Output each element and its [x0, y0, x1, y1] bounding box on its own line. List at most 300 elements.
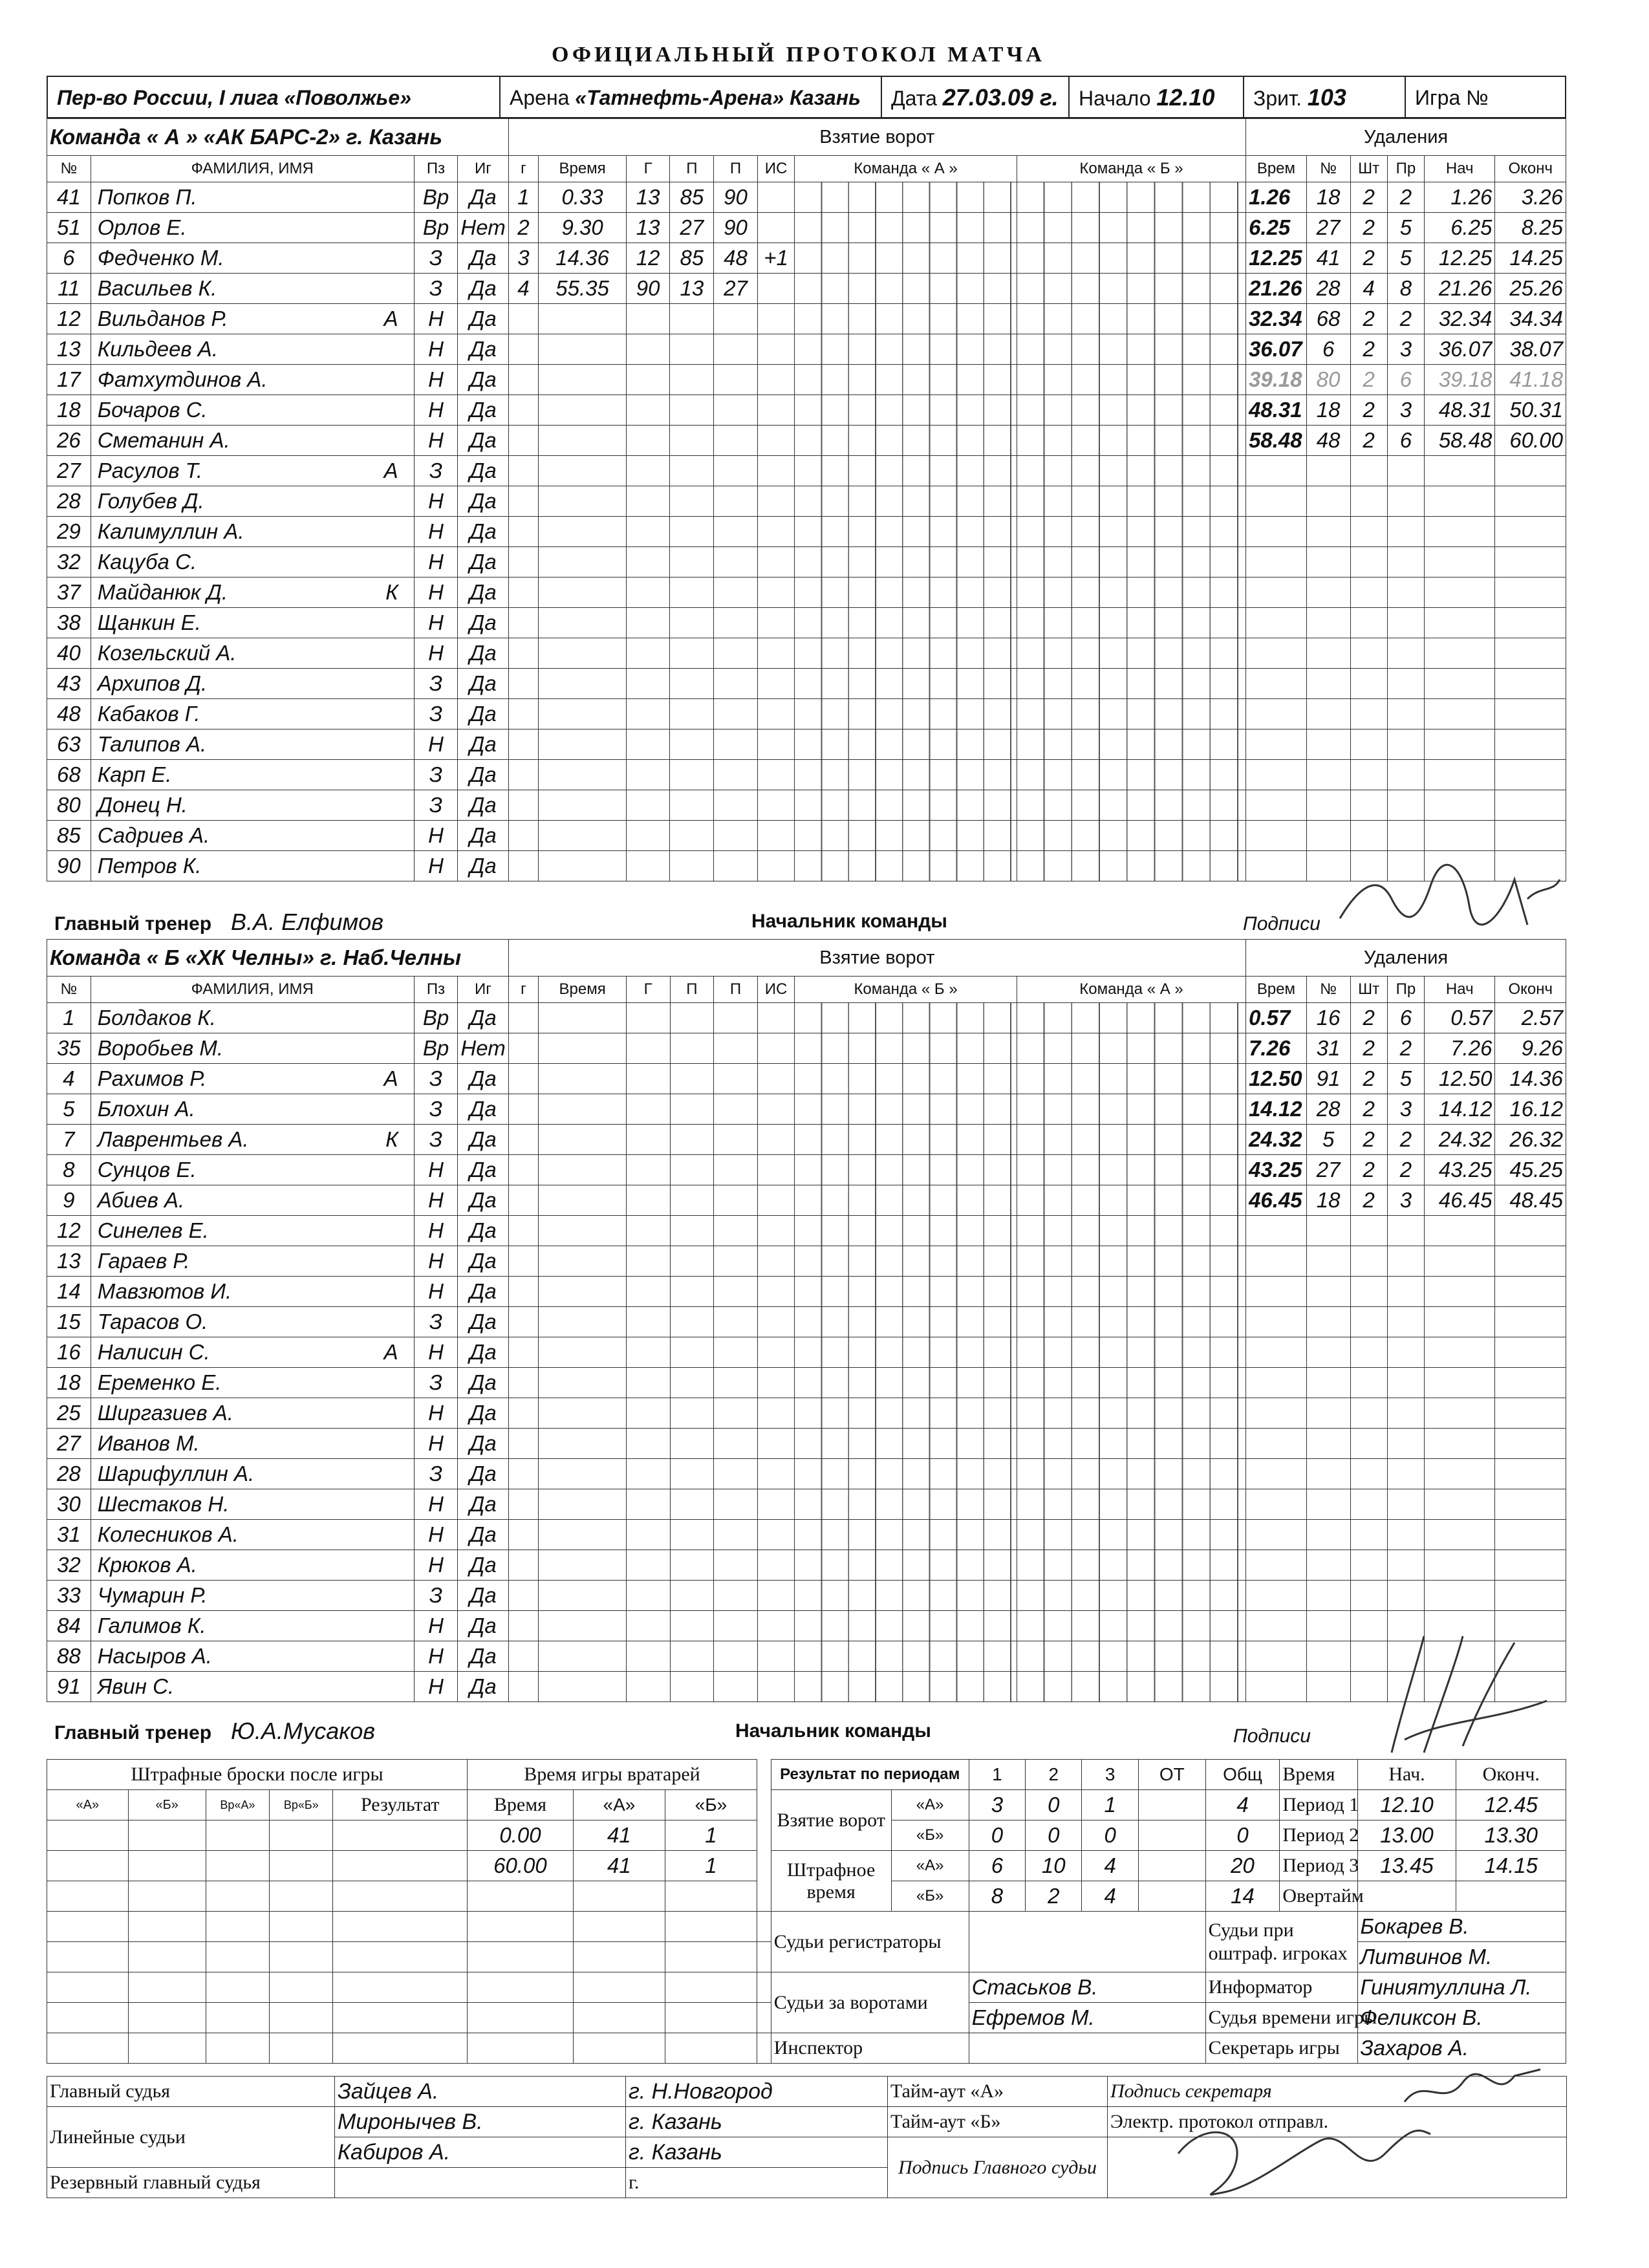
player-plays: Да — [458, 365, 508, 395]
player-row — [47, 1307, 1566, 1337]
reserve-referee-label: Резервный главный судья — [47, 2168, 335, 2198]
player-row — [47, 790, 1566, 821]
player-name: Голубев Д. — [91, 486, 414, 517]
player-number: 12 — [47, 1216, 91, 1246]
col-sub-a: Команда « Б » — [795, 977, 1017, 1003]
player-name: Синелев Е. — [91, 1216, 414, 1246]
player-number: 14 — [47, 1277, 91, 1307]
goals-a-p2: 0 — [1026, 1790, 1082, 1820]
penalty-cell: 27 — [1306, 213, 1350, 243]
period-2-end: 13.30 — [1456, 1820, 1566, 1851]
col-play: Иг — [458, 156, 508, 182]
player-name: Петров К. — [91, 851, 414, 881]
main-referee-city: г. Н.Новгород — [626, 2077, 888, 2107]
player-number: 17 — [47, 365, 91, 395]
player-row — [47, 608, 1566, 638]
start-time: Начало 12.10 — [1070, 77, 1244, 118]
penalty-cell: 18 — [1306, 395, 1350, 426]
player-row — [47, 699, 1566, 729]
player-name: Фатхутдинов А. — [91, 365, 414, 395]
player-row — [47, 1398, 1566, 1429]
player-name: Федченко М. — [91, 243, 414, 274]
spectators: Зрит. 103 — [1244, 77, 1406, 118]
player-number: 88 — [47, 1641, 91, 1672]
player-row — [47, 760, 1566, 790]
player-name: Майданюк Д. К — [91, 578, 414, 608]
player-name: Кильдеев А. — [91, 334, 414, 365]
teamA-penalties-header: Удаления — [1246, 119, 1566, 156]
player-role: А — [383, 307, 398, 330]
penalty-cell: 4 — [1350, 274, 1387, 304]
pen-b-p3: 4 — [1082, 1881, 1138, 1912]
penalty-cell: 41 — [1306, 243, 1350, 274]
penalty-time-label: Штрафное время — [771, 1851, 891, 1912]
player-plays: Да — [458, 1459, 508, 1489]
teamA-goals-header: Взятие ворот — [508, 119, 1246, 156]
penalty-cell: 3 — [1387, 334, 1424, 365]
player-row — [47, 1641, 1566, 1672]
player-plays: Да — [458, 638, 508, 669]
player-name: Воробьев М. — [91, 1033, 414, 1064]
penalty-cell: 39.18 — [1246, 365, 1307, 395]
player-name: Налисин С. А — [91, 1337, 414, 1368]
goals-a-label: «А» — [891, 1790, 969, 1820]
penalty-cell: 6 — [1306, 334, 1350, 365]
player-position: Н — [414, 304, 458, 334]
gk-row-2-a: 41 — [573, 1851, 665, 1881]
team-a-table — [47, 118, 1566, 881]
player-plays: Да — [458, 1641, 508, 1672]
player-number: 25 — [47, 1398, 91, 1429]
penalty-cell: 27 — [1306, 1155, 1350, 1185]
gk-row-2-time: 60.00 — [468, 1851, 574, 1881]
goal-cell: 48 — [714, 243, 758, 274]
electronic-protocol-label: Электр. протокол отправл. — [1108, 2107, 1567, 2137]
goals-a-ot — [1138, 1790, 1205, 1820]
penalty-cell: 12.50 — [1425, 1064, 1495, 1094]
penalty-cell: 2 — [1350, 1003, 1387, 1033]
penalty-cell: 25.26 — [1495, 274, 1566, 304]
player-number: 29 — [47, 517, 91, 547]
penalty-cell: 6 — [1387, 1003, 1424, 1033]
player-number: 5 — [47, 1094, 91, 1125]
goal-cell: 13 — [670, 274, 714, 304]
penalty-cell: 8.25 — [1495, 213, 1566, 243]
player-position: Н — [414, 1246, 458, 1277]
penalty-cell: 5 — [1387, 243, 1424, 274]
player-row — [47, 426, 1566, 456]
penalty-cell: 36.07 — [1246, 334, 1307, 365]
player-row — [47, 365, 1566, 395]
player-plays: Да — [458, 1429, 508, 1459]
player-name: Карп Е. — [91, 760, 414, 790]
player-plays: Да — [458, 578, 508, 608]
col-name: ФАМИЛИЯ, ИМЯ — [91, 156, 414, 182]
penalty-cell: 16.12 — [1495, 1094, 1566, 1125]
player-plays: Да — [458, 243, 508, 274]
player-name: Рахимов Р. А — [91, 1064, 414, 1094]
penalty-cell: 68 — [1306, 304, 1350, 334]
player-number: 43 — [47, 669, 91, 699]
penalty-cell: 36.07 — [1425, 334, 1495, 365]
player-plays: Да — [458, 274, 508, 304]
player-name: Тарасов О. — [91, 1307, 414, 1337]
player-number: 15 — [47, 1307, 91, 1337]
so-col-b: «Б» — [128, 1790, 206, 1820]
player-name: Бочаров С. — [91, 395, 414, 426]
penalty-cell: 3 — [1387, 1094, 1424, 1125]
penalty-cell: 2 — [1350, 365, 1387, 395]
period-2-col: 2 — [1026, 1760, 1082, 1790]
col-gs: Г — [626, 977, 670, 1003]
goal-judges-label: Судьи за воротами — [771, 1972, 969, 2033]
player-name: Иванов М. — [91, 1429, 414, 1459]
player-plays: Да — [458, 1550, 508, 1581]
pen-a-total: 20 — [1205, 1851, 1280, 1881]
penalty-cell: 16 — [1306, 1003, 1350, 1033]
line-referee-2-city: г. Казань — [626, 2137, 888, 2168]
player-plays: Да — [458, 517, 508, 547]
penalty-cell: 5 — [1306, 1125, 1350, 1155]
player-name: Расулов Т. А — [91, 456, 414, 486]
so-col-result: Результат — [333, 1790, 468, 1820]
player-number: 18 — [47, 1368, 91, 1398]
player-name: Колесников А. — [91, 1520, 414, 1550]
goal-cell: 90 — [714, 182, 758, 213]
player-position: З — [414, 790, 458, 821]
player-row — [47, 1581, 1566, 1611]
player-plays: Да — [458, 669, 508, 699]
player-number: 91 — [47, 1672, 91, 1702]
main-referee-signature-icon — [1165, 2115, 1437, 2212]
penalty-cell: 2 — [1350, 334, 1387, 365]
pen-a-p1: 6 — [969, 1851, 1025, 1881]
goals-a-total: 4 — [1205, 1790, 1280, 1820]
player-role: А — [383, 1340, 398, 1364]
player-plays: Да — [458, 608, 508, 638]
player-number: 33 — [47, 1581, 91, 1611]
penalty-cell: 48.31 — [1425, 395, 1495, 426]
so-col-a: «А» — [47, 1790, 129, 1820]
player-plays: Да — [458, 1125, 508, 1155]
col-num: № — [47, 156, 91, 182]
penalty-cell: 2 — [1350, 1155, 1387, 1185]
player-plays: Да — [458, 699, 508, 729]
player-number: 6 — [47, 243, 91, 274]
pen-b-label: «Б» — [891, 1881, 969, 1912]
penalty-cell: 2 — [1387, 1155, 1424, 1185]
player-name: Донец Н. — [91, 790, 414, 821]
period-3-start: 13.45 — [1357, 1851, 1456, 1881]
col-name: ФАМИЛИЯ, ИМЯ — [91, 977, 414, 1003]
player-row — [47, 638, 1566, 669]
goals-a-p3: 1 — [1082, 1790, 1138, 1820]
penalty-cell: 2 — [1350, 1064, 1387, 1094]
goal-cell: 0.33 — [539, 182, 626, 213]
player-position: З — [414, 1094, 458, 1125]
times-header: Время — [1280, 1760, 1357, 1790]
penalty-cell: 48.31 — [1246, 395, 1307, 426]
player-position: Вр — [414, 182, 458, 213]
player-row — [47, 1246, 1566, 1277]
player-name: Болдаков К. — [91, 1003, 414, 1033]
player-number: 13 — [47, 334, 91, 365]
player-name: Гараев Р. — [91, 1246, 414, 1277]
player-name: Ширгазиев А. — [91, 1398, 414, 1429]
player-row — [47, 304, 1566, 334]
player-position: Н — [414, 1611, 458, 1641]
player-plays: Да — [458, 1246, 508, 1277]
penalty-cell: 46.45 — [1425, 1185, 1495, 1216]
line-referee-2: Кабиров А. — [335, 2137, 626, 2168]
arena: Арена «Татнефть-Арена» Казань — [501, 77, 882, 118]
goals-a-p1: 3 — [969, 1790, 1025, 1820]
player-name: Кабаков Г. — [91, 699, 414, 729]
goal-cell: 12 — [626, 243, 670, 274]
team-b-table — [47, 939, 1566, 1702]
player-number: 8 — [47, 1155, 91, 1185]
penalty-cell: 58.48 — [1425, 426, 1495, 456]
player-number: 84 — [47, 1611, 91, 1641]
player-plays: Да — [458, 486, 508, 517]
player-plays: Да — [458, 1398, 508, 1429]
penalty-cell: 6.25 — [1246, 213, 1307, 243]
player-row — [47, 1337, 1566, 1368]
goal-cell: 1 — [508, 182, 539, 213]
player-plays: Да — [458, 729, 508, 760]
player-plays: Нет — [458, 1033, 508, 1064]
pen-b-total: 14 — [1205, 1881, 1280, 1912]
line-referees-label: Линейные судьи — [47, 2107, 335, 2168]
player-plays: Да — [458, 1368, 508, 1398]
penalty-cell: 26.32 — [1495, 1125, 1566, 1155]
player-row — [47, 1277, 1566, 1307]
player-position: З — [414, 243, 458, 274]
penalty-cell: 14.36 — [1495, 1064, 1566, 1094]
penalty-cell: 91 — [1306, 1064, 1350, 1094]
player-position: Н — [414, 1337, 458, 1368]
shootout-header: Штрафные броски после игры — [47, 1760, 468, 1790]
main-referee: Зайцев А. — [335, 2077, 626, 2107]
player-number: 90 — [47, 851, 91, 881]
period-2-start: 13.00 — [1357, 1820, 1456, 1851]
col-pos: Пз — [414, 156, 458, 182]
player-name: Галимов К. — [91, 1611, 414, 1641]
penalty-cell: 28 — [1306, 274, 1350, 304]
player-position: З — [414, 1459, 458, 1489]
penalty-cell: 43.25 — [1246, 1155, 1307, 1185]
player-number: 80 — [47, 790, 91, 821]
line-referee-1-city: г. Казань — [626, 2107, 888, 2137]
player-row — [47, 334, 1566, 365]
pen-b-ot — [1138, 1881, 1205, 1912]
period-1-col: 1 — [969, 1760, 1025, 1790]
penalty-cell: 2 — [1350, 213, 1387, 243]
periods-header: Результат по периодам — [771, 1760, 969, 1790]
player-position: Н — [414, 608, 458, 638]
player-row — [47, 1489, 1566, 1520]
gk-time-header: Время игры вратарей — [468, 1760, 757, 1790]
goals-b-p1: 0 — [969, 1820, 1025, 1851]
player-number: 85 — [47, 821, 91, 851]
penalty-cell: 24.32 — [1425, 1125, 1495, 1155]
player-position: Н — [414, 395, 458, 426]
penalty-cell: 34.34 — [1495, 304, 1566, 334]
penalty-cell: 1.26 — [1425, 182, 1495, 213]
col-sub-a: Команда « А » — [795, 156, 1017, 182]
player-plays: Да — [458, 1489, 508, 1520]
penalty-cell: 2 — [1350, 1185, 1387, 1216]
player-position: Н — [414, 638, 458, 669]
player-row — [47, 669, 1566, 699]
penalty-cell: 2 — [1387, 182, 1424, 213]
player-plays: Да — [458, 821, 508, 851]
player-row — [47, 1459, 1566, 1489]
player-row — [47, 1550, 1566, 1581]
player-position: З — [414, 669, 458, 699]
player-number: 26 — [47, 426, 91, 456]
pen-a-ot — [1138, 1851, 1205, 1881]
player-plays: Нет — [458, 213, 508, 243]
player-row — [47, 1216, 1566, 1246]
player-plays: Да — [458, 1672, 508, 1702]
penalty-cell: 2 — [1350, 243, 1387, 274]
col-ps: Нач — [1425, 156, 1495, 182]
player-number: 51 — [47, 213, 91, 243]
gk-col-time: Время — [468, 1790, 574, 1820]
player-name: Шестаков Н. — [91, 1489, 414, 1520]
period-3-label: Период 3 — [1280, 1851, 1357, 1881]
secretary-sign-label: Подпись секретаря — [1108, 2077, 1567, 2107]
line-referee-1: Миронычев В. — [335, 2107, 626, 2137]
penalty-cell: 12.50 — [1246, 1064, 1307, 1094]
player-role: К — [385, 1127, 398, 1151]
player-name: Козельский А. — [91, 638, 414, 669]
secretary-signature-icon — [1398, 2063, 1553, 2115]
player-plays: Да — [458, 1155, 508, 1185]
penalty-cell: 12.25 — [1425, 243, 1495, 274]
goal-cell — [757, 182, 794, 213]
timekeeper: Феликсон В. — [1357, 2003, 1566, 2033]
gk-row-1-b: 1 — [665, 1820, 757, 1851]
period-1-end: 12.45 — [1456, 1790, 1566, 1820]
player-position: Н — [414, 1216, 458, 1246]
player-name: Кацуба С. — [91, 547, 414, 578]
gk-row-1-a: 41 — [573, 1820, 665, 1851]
player-number: 37 — [47, 578, 91, 608]
penalty-cell: 38.07 — [1495, 334, 1566, 365]
player-row — [47, 1429, 1566, 1459]
player-plays: Да — [458, 1307, 508, 1337]
times-start-col: Нач. — [1357, 1760, 1456, 1790]
player-name: Блохин А. — [91, 1094, 414, 1125]
pen-a-label: «А» — [891, 1851, 969, 1881]
player-number: 68 — [47, 760, 91, 790]
penalty-cell: 18 — [1306, 1185, 1350, 1216]
team-a-sign-label: Подписи — [1243, 913, 1320, 934]
player-position: З — [414, 760, 458, 790]
game-number: Игра № — [1415, 86, 1489, 109]
player-row — [47, 547, 1566, 578]
player-number: 38 — [47, 608, 91, 638]
player-plays: Да — [458, 395, 508, 426]
team-b-signature-icon — [1366, 1623, 1560, 1778]
player-plays: Да — [458, 851, 508, 881]
goal-cell: 55.35 — [539, 274, 626, 304]
team-b-coach: Главный тренер Ю.А.Мусаков — [54, 1718, 376, 1744]
col-gs: Г — [626, 156, 670, 182]
secretary-label: Секретарь игры — [1205, 2033, 1357, 2064]
goal-judge-1: Стаськов В. — [969, 1972, 1205, 2003]
player-position: З — [414, 274, 458, 304]
penalty-cell: 31 — [1306, 1033, 1350, 1064]
goal-cell: 85 — [670, 182, 714, 213]
player-number: 48 — [47, 699, 91, 729]
player-position: Н — [414, 821, 458, 851]
pen-a-p2: 10 — [1026, 1851, 1082, 1881]
penalty-cell: 21.26 — [1425, 274, 1495, 304]
player-name: Васильев К. — [91, 274, 414, 304]
overtime-label: Овертайм — [1280, 1881, 1357, 1912]
gk-row-1-time: 0.00 — [468, 1820, 574, 1851]
box-judge-1: Бокарев В. — [1357, 1912, 1566, 1942]
player-position: З — [414, 456, 458, 486]
player-number: 4 — [47, 1064, 91, 1094]
penalty-cell: 21.26 — [1246, 274, 1307, 304]
inspector-label: Инспектор — [771, 2033, 969, 2064]
col-is: ИС — [757, 977, 794, 1003]
penalty-cell: 48 — [1306, 426, 1350, 456]
player-plays: Да — [458, 1337, 508, 1368]
penalty-cell: 12.25 — [1246, 243, 1307, 274]
gk-row-2-b: 1 — [665, 1851, 757, 1881]
goal-cell: 27 — [714, 274, 758, 304]
goal-cell — [757, 274, 794, 304]
player-position: Н — [414, 1398, 458, 1429]
player-name: Мавзютов И. — [91, 1277, 414, 1307]
penalty-cell: 46.45 — [1246, 1185, 1307, 1216]
penalty-cell: 2 — [1387, 1125, 1424, 1155]
col-sub-b: Команда « Б » — [1017, 156, 1245, 182]
period-2-label: Период 2 — [1280, 1820, 1357, 1851]
col-pe: Оконч — [1495, 977, 1566, 1003]
player-position: Н — [414, 1277, 458, 1307]
player-position: Вр — [414, 1033, 458, 1064]
penalty-cell: 5 — [1387, 213, 1424, 243]
penalty-cell: 3.26 — [1495, 182, 1566, 213]
penalty-cell: 2 — [1387, 1033, 1424, 1064]
team-a-signature-icon — [1333, 860, 1566, 938]
col-pm: Шт — [1350, 977, 1387, 1003]
goals-b-label: «Б» — [891, 1820, 969, 1851]
player-plays: Да — [458, 790, 508, 821]
col-num: № — [47, 977, 91, 1003]
main-referee-sign-label: Подпись Главного судьи — [888, 2137, 1108, 2198]
player-position: Н — [414, 1550, 458, 1581]
col-pr: Пр — [1387, 977, 1424, 1003]
player-plays: Да — [458, 1581, 508, 1611]
goals-b-p3: 0 — [1082, 1820, 1138, 1851]
player-position: З — [414, 1125, 458, 1155]
goals-b-ot — [1138, 1820, 1205, 1851]
penalty-cell: 14.12 — [1246, 1094, 1307, 1125]
player-row — [47, 243, 1566, 274]
player-name: Орлов Е. — [91, 213, 414, 243]
penalty-cell: 1.26 — [1246, 182, 1307, 213]
penalty-cell: 24.32 — [1246, 1125, 1307, 1155]
player-plays: Да — [458, 1216, 508, 1246]
team-a-chief-label: Начальник команды — [751, 911, 947, 932]
